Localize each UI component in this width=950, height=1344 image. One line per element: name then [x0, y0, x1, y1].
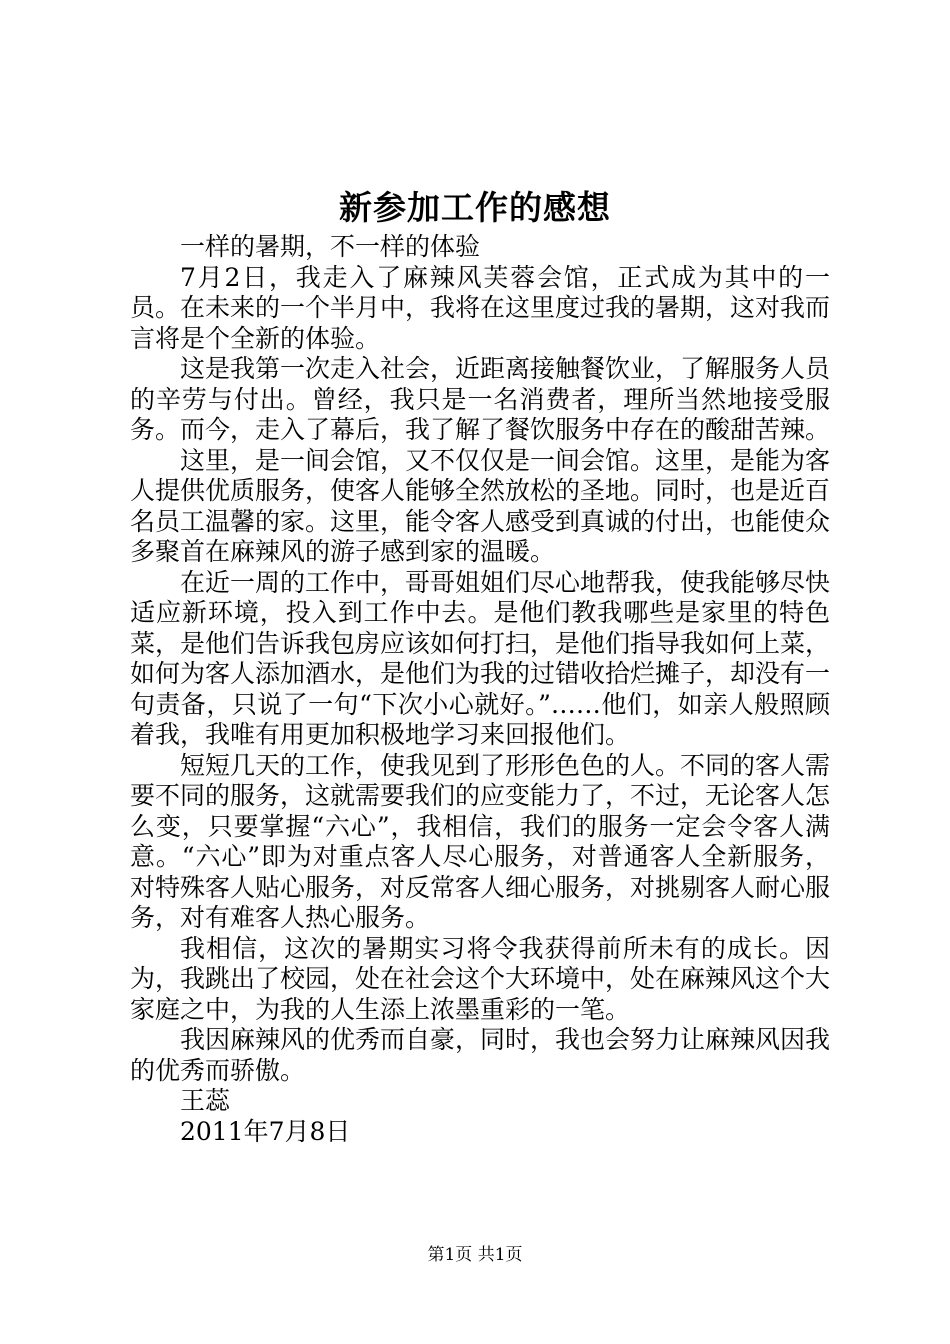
- document-title: 新参加工作的感想: [339, 188, 611, 227]
- paragraph-5: 短短几天的工作，使我见到了形形色色的人。不同的客人需要不同的服务，这就需要我们的应变能力了，不过，无论客人怎么变，只要掌握“六心”，我相信，我们的服务一定会令客人满意。“六心”即为对重点客人尽心服务，对普通客人全新服务，对特殊客人贴心服务，对反常客人细心服务，对挑剔客人耐心服务，对有难客人热心服务。: [130, 750, 831, 932]
- document-date: 2011年7月8日: [180, 1116, 351, 1146]
- document-body: [130, 232, 830, 1147]
- document-subtitle: 一样的暑期，不一样的体验: [180, 232, 481, 261]
- paragraph-1: 7月2日，我走入了麻辣风芙蓉会馆，正式成为其中的一员。在未来的一个半月中，我将在这里度过我的暑期，这对我而言将是个全新的体验。: [130, 262, 831, 353]
- paragraph-2: 这是我第一次走入社会，近距离接触餐饮业，了解服务人员的辛劳与付出。曾经，我只是一名消费者，理所当然地接受服务。而今，走入了幕后，我了解了餐饮服务中存在的酸甜苦辣。: [130, 354, 831, 444]
- page-number-footer: 第1页 共1页: [427, 1245, 523, 1265]
- paragraph-3: 这里，是一间会馆，又不仅仅是一间会馆。这里，是能为客人提供优质服务，使客人能够全然放松的圣地。同时，也是近百名员工温馨的家。这里，能令客人感受到真诚的付出，也能使众多聚首在麻辣风的游子感到家的温暖。: [130, 445, 831, 566]
- paragraph-4: 在近一周的工作中，哥哥姐姐们尽心地帮我，使我能够尽快适应新环境，投入到工作中去。是他们教我哪些是家里的特色菜，是他们告诉我包房应该如何打扫，是他们指导我如何上菜，如何为客人添加酒水，是他们为我的过错收拾烂摊子，却没有一句责备，只说了一句“下次小心就好。”……他们，如亲人般照顾着我，我唯有用更加积极地学习来回报他们。: [130, 567, 831, 749]
- paragraph-6: 我相信，这次的暑期实习将令我获得前所未有的成长。因为，我跳出了校园，处在社会这个大环境中，处在麻辣风这个大家庭之中，为我的人生添上浓墨重彩的一笔。: [130, 933, 831, 1024]
- paragraph-7: 我因麻辣风的优秀而自豪，同时，我也会努力让麻辣风因我的优秀而骄傲。: [130, 1025, 831, 1085]
- author-name: 王蕊: [180, 1086, 231, 1115]
